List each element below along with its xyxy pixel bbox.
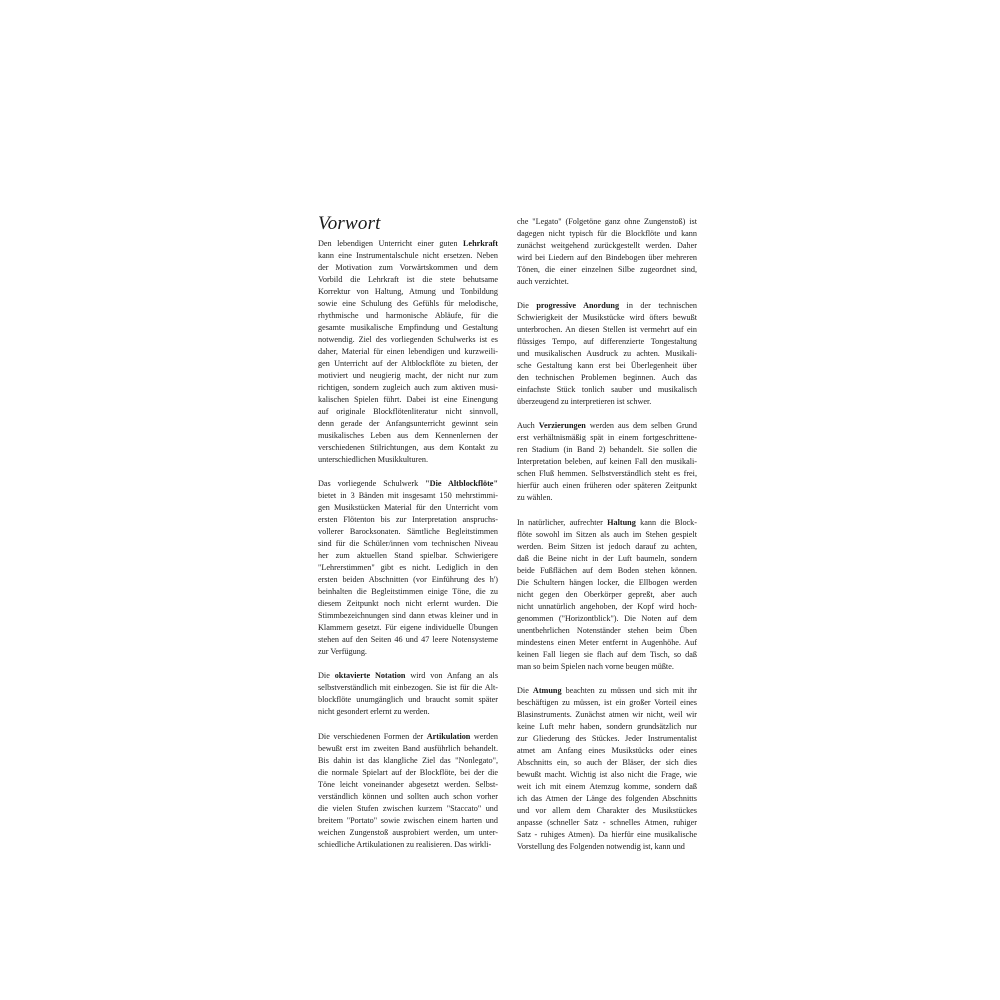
text-fragment: Die <box>517 685 533 695</box>
text-line <box>517 300 697 312</box>
text-line: keine Luft mehr haben, sondern grundsätzlich nur <box>517 721 697 731</box>
text-line <box>517 685 697 697</box>
text-line: ren Stadium (in Band 2) behandelt. Sie sollen die <box>517 445 697 455</box>
text-line: bewußt macht. Wichtig ist also nicht die Frage, wie <box>517 769 697 779</box>
text-line: Klammern gesetzt. Für eigene individuelle Übungen <box>318 623 498 633</box>
text-line: notwendig. Ziel des vorliegenden Schulwerks ist es <box>318 335 498 344</box>
text-fragment: werden aus dem selben Grund <box>585 421 697 431</box>
text-line: erst verhältnismäßig spät in einem fortgeschrittene- <box>517 433 697 443</box>
text-line: richtigen, sondern zugleich auch zum aktiven musi- <box>318 383 498 392</box>
keyword-bold: Verzierungen <box>538 421 586 431</box>
text-line: gen Musikstücken Material für den Unterricht vom <box>318 503 498 513</box>
keyword-bold: Atmung <box>532 685 562 695</box>
text-line: bietet in 3 Bänden mit insgesamt 150 mehrstimmi- <box>318 491 498 501</box>
text-line: denn gerade der Anfangsunterricht gewinnt sein <box>318 419 498 428</box>
text-fragment: Die verschiedenen Formen der <box>318 731 427 741</box>
text-line: her zum aktuellen Stand spielbar. Schwierigere <box>318 551 498 561</box>
text-line: selbstverständlich mit einbezogen. Sie ist für die Alt- <box>318 683 498 693</box>
text-line: man so beim Spielen nach vorne beugen müßte. <box>517 661 674 671</box>
text-line: Stimmbezeichnungen sind dann etwas kleiner und in <box>318 611 498 621</box>
text-fragment: In natürlicher, aufrechter <box>517 517 608 527</box>
text-fragment: in der technischen <box>619 301 697 311</box>
left-column <box>318 238 498 863</box>
text-line <box>318 238 498 250</box>
paragraph <box>517 216 697 288</box>
text-line: zur Gliederung des Stückes. Jeder Instrumentalist <box>517 733 697 743</box>
text-line: bewußt erst im zweiten Band ausführlich behandelt. <box>318 743 498 753</box>
text-line: ersten beiden Abschnitten (vor Einführung des h') <box>318 575 498 585</box>
text-line: schiedliche Artikulationen zu realisieren. Das wirkli- <box>318 839 492 849</box>
text-line: der Motivation zum Vorwärtskommen und dem <box>318 263 498 272</box>
text-line: beinhalten die Begleitstimmen einige Töne, die zu <box>318 587 498 597</box>
text-line: ersten Flötenton bis zur Interpretation anspruchs- <box>318 515 498 525</box>
paragraph <box>517 517 697 673</box>
text-line: ich das Atmen der Länge des folgenden Abschnitts <box>517 793 697 803</box>
text-line: sowie eine Schulung des Gefühls für melodische, <box>318 299 498 308</box>
text-fragment: Das vorliegende Schulwerk <box>318 479 426 489</box>
text-line: die vielen Stufen zwischen kurzem "Staccato" und <box>318 803 498 813</box>
text-line: weichen Zungenstoß ausprobiert werden, um unter- <box>318 827 498 837</box>
text-line: Töne leicht voneinander abgesetzt werden. Selbst- <box>318 779 498 789</box>
text-line: gesamte musikalische Empfindung und Gestaltung <box>318 323 498 332</box>
text-line: Vorstellung des Folgenden notwendig ist, kann und <box>517 841 685 851</box>
text-line: und musikalischen Ausdruck zu achten. Musikali- <box>517 349 697 359</box>
text-line: Korrektur von Haltung, Atmung und Tonbildung <box>318 287 498 296</box>
text-line: "Lehrerstimmen" gibt es nicht. Lediglich in den <box>318 563 498 573</box>
text-line <box>517 216 697 228</box>
right-column <box>517 216 697 865</box>
text-line: wird bei Liedern auf den Bindebogen über mehreren <box>517 253 697 262</box>
text-line: zur Verfügung. <box>318 647 367 657</box>
text-line: und vor allem dem Charakter des Musikstückes <box>517 805 697 815</box>
text-line: musikalisches Leben aus dem Kennenlernen der <box>318 431 498 440</box>
text-line: die normale Spielart auf der Blockflöte, bei der die <box>318 767 498 777</box>
text-line: mindestens einen Meter entfernt in Augenhöhe. Auf <box>517 637 697 647</box>
text-line: Satz - ruhiges Atmen). Da hierfür eine musikalische <box>517 829 697 839</box>
text-fragment: Auch <box>517 421 539 431</box>
text-line: vollerer Barocksonaten. Sämtliche Begleitstimmen <box>318 527 498 537</box>
text-line: diesem Zeitpunkt noch nicht erlernt wurden. Die <box>318 599 498 609</box>
text-line: beide Fußflächen auf dem Boden stehen können. <box>517 565 697 575</box>
text-line: unterschiedlichen Musikkulturen. <box>318 455 429 464</box>
text-line: stehen auf den Seiten 46 und 47 leere Notensysteme <box>318 635 498 645</box>
text-line: sind für die Schüler/innen vom technischen Niveau <box>318 539 498 549</box>
paragraph <box>318 731 498 851</box>
keyword-bold: Lehrkraft <box>462 239 498 248</box>
text-line <box>318 478 498 490</box>
text-line: flöte sowohl im Sitzen als auch im Stehen gespielt <box>517 529 697 539</box>
text-fragment: Den lebendigen Unterricht einer guten <box>318 239 463 248</box>
text-line: einfachste Stück tonlich sauber und musikalisch <box>517 385 697 395</box>
text-line <box>318 670 498 682</box>
text-line <box>517 517 697 529</box>
keyword-bold: Haltung <box>607 517 636 527</box>
text-line: verständlich können und sollten auch schon vorher <box>318 791 498 801</box>
keyword-bold: oktavierte Notation <box>334 671 406 681</box>
keyword-bold: Artikulation <box>426 731 471 741</box>
text-line: unentbehrlichen Notenständer stehen beim Üben <box>517 625 697 635</box>
page-title: Vorwort <box>318 213 381 234</box>
text-line: breitem "Portato" sowie zwischen einem harten und <box>318 815 498 825</box>
text-line: Vorbild die Lehrkraft ist die stete behutsame <box>318 275 498 284</box>
text-line: den technischen Problemen beginnen. Auch das <box>517 373 697 383</box>
text-line: Tönen, die einer einzelnen Silbe zugeordnet sind, <box>517 265 697 274</box>
text-line: Die Schultern hängen locker, die Ellbogen werden <box>517 577 697 587</box>
text-line: sche Gestaltung kann erst bei Überlegenheit über <box>517 361 697 371</box>
keyword-bold: progressive Anordung <box>536 301 620 311</box>
text-line: flüssiges Tempo, auf differenzierte Tongestaltung <box>517 337 697 347</box>
text-line: daher, Material für einen lebendigen und kurzweili- <box>318 347 498 356</box>
paragraph <box>318 478 498 658</box>
text-line: auch verzichtet. <box>517 277 569 286</box>
paragraph <box>318 670 498 718</box>
text-fragment: beachten zu müssen und sich mit ihr <box>561 685 697 695</box>
text-line: kalischen Spielen führt. Dabei ist eine Einengung <box>318 395 498 404</box>
text-line: auf originale Blockflötenliteratur nicht sinnvoll, <box>318 407 498 416</box>
paragraph <box>318 238 498 466</box>
paragraph <box>517 300 697 408</box>
text-line: Bis dahin ist das klangliche Ziel das "Nonlegato", <box>318 755 498 765</box>
text-line: nicht gesondert erlernt zu werden. <box>318 707 430 717</box>
text-line: werden. Beim Sitzen ist jedoch darauf zu achten, <box>517 541 697 551</box>
text-line: daß die Beine nicht in der Luft baumeln, sondern <box>517 553 697 563</box>
text-line: genommen ("Horizontblick"). Die Noten auf dem <box>517 613 697 623</box>
text-line: schen Fluß hemmen. Selbstverständlich steht es frei, <box>517 469 697 479</box>
text-line: hierfür auch einen früheren oder späteren Zeitpunkt <box>517 481 697 491</box>
paragraph <box>517 685 697 853</box>
text-line: dagegen nicht typisch für die Blockflöte und kann <box>517 229 697 238</box>
text-line: gen Unterricht auf der Altblockflöte zu bieten, der <box>318 359 498 368</box>
text-line: verschiedenen Stilrichtungen, aus dem Kontakt zu <box>318 443 498 452</box>
keyword-bold: "Die Altblockflöte" <box>425 479 498 489</box>
text-fragment: che "Legato" (Folgetöne ganz ohne Zungenstoß) ist <box>517 217 697 226</box>
text-line: nicht gegen den Oberkörper gepreßt, aber auch <box>517 589 697 599</box>
text-line: keinen Fall liegen sie flach auf dem Tisch, so daß <box>517 649 697 659</box>
text-line: zunächst weitgehend zurückgestellt werden. Daher <box>517 241 697 250</box>
text-line: weit ich mit einem Atemzug komme, sondern daß <box>517 781 697 791</box>
text-line: Abschnitts ein, so auch der Bläser, der sich dies <box>517 757 697 767</box>
text-line: beschäftigen zu müssen, ist ein großer Vorteil eines <box>517 697 697 707</box>
paragraph <box>517 420 697 504</box>
text-line: überzeugend zu interpretieren ist schwer. <box>517 397 652 407</box>
text-line: kann eine Instrumentalschule nicht ersetzen. Neben <box>318 251 498 260</box>
text-fragment: Die <box>517 301 537 311</box>
text-fragment: werden <box>470 731 498 741</box>
text-line: nicht unnatürlich angehoben, der Kopf wird hoch- <box>517 601 697 611</box>
text-fragment: wird von Anfang an als <box>405 671 498 681</box>
text-fragment: kann die Block- <box>635 517 697 527</box>
text-line: Blasinstruments. Zunächst atmen wir nicht, weil wir <box>517 709 697 719</box>
text-line: Schwierigkeit der Musikstücke wird öfters bewußt <box>517 313 697 323</box>
text-line: unterbrochen. An diesen Stellen ist vermehrt auf ein <box>517 325 697 335</box>
text-line: zu wählen. <box>517 493 553 503</box>
text-line: blockflöte unumgänglich und braucht somit später <box>318 695 498 705</box>
text-fragment: Die <box>318 671 335 681</box>
text-line: rhythmische und harmonische Abläufe, für die <box>318 311 498 320</box>
text-line: atmet am Anfang eines Musikstücks oder eines <box>517 745 697 755</box>
text-line: motiviert und neugierig macht, der nicht nur zum <box>318 371 498 380</box>
text-line <box>318 731 498 743</box>
text-line: Interpretation beleben, auf keinen Fall den musikali- <box>517 457 697 467</box>
text-line <box>517 420 697 432</box>
text-line: anpasse (schneller Satz - schnelles Atmen, ruhiger <box>517 817 697 827</box>
